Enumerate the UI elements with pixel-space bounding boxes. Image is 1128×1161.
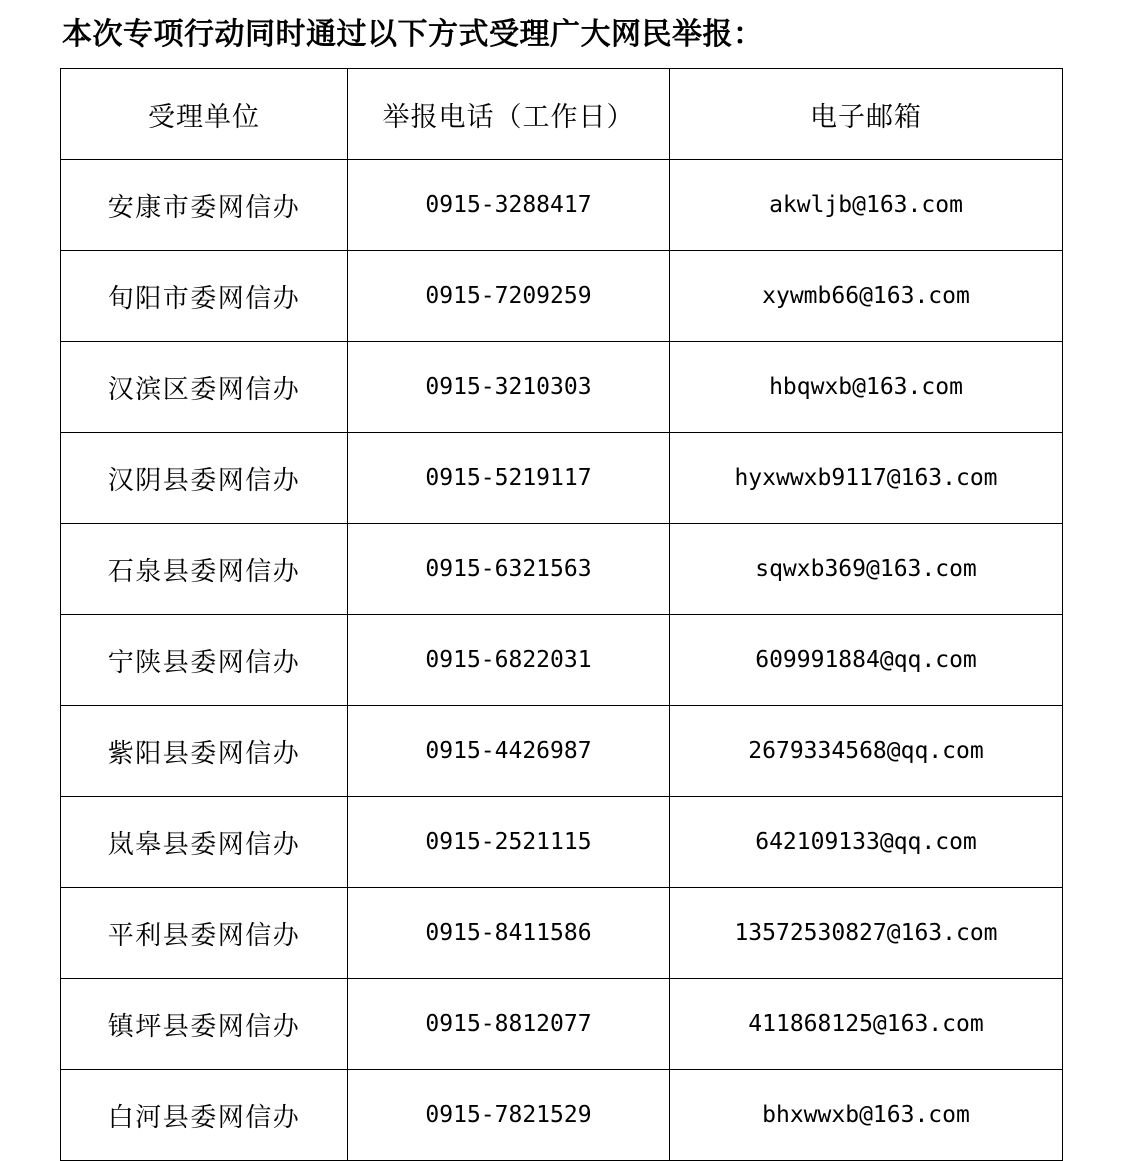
cell-email: 2679334568@qq.com bbox=[670, 706, 1063, 797]
cell-email: sqwxb369@163.com bbox=[670, 524, 1063, 615]
cell-email: hbqwxb@163.com bbox=[670, 342, 1063, 433]
cell-phone: 0915-7821529 bbox=[348, 1070, 670, 1161]
cell-phone: 0915-5219117 bbox=[348, 433, 670, 524]
cell-phone: 0915-3210303 bbox=[348, 342, 670, 433]
page-title: 本次专项行动同时通过以下方式受理广大网民举报： bbox=[62, 17, 764, 52]
cell-email: bhxwwxb@163.com bbox=[670, 1070, 1063, 1161]
cell-unit: 镇坪县委网信办 bbox=[61, 979, 348, 1070]
table-row bbox=[61, 1070, 1063, 1161]
cell-email: xywmb66@163.com bbox=[670, 251, 1063, 342]
cell-unit: 汉滨区委网信办 bbox=[61, 342, 348, 433]
cell-unit: 石泉县委网信办 bbox=[61, 524, 348, 615]
column-header-phone: 举报电话（工作日） bbox=[348, 69, 670, 160]
table-row bbox=[61, 979, 1063, 1070]
table-row bbox=[61, 251, 1063, 342]
table-body bbox=[61, 160, 1063, 1161]
cell-unit: 白河县委网信办 bbox=[61, 1070, 348, 1161]
cell-phone: 0915-6822031 bbox=[348, 615, 670, 706]
cell-phone: 0915-2521115 bbox=[348, 797, 670, 888]
table-header bbox=[61, 69, 1063, 160]
cell-unit: 平利县委网信办 bbox=[61, 888, 348, 979]
table-row bbox=[61, 706, 1063, 797]
cell-email: 609991884@qq.com bbox=[670, 615, 1063, 706]
column-header-email: 电子邮箱 bbox=[670, 69, 1063, 160]
cell-unit: 紫阳县委网信办 bbox=[61, 706, 348, 797]
cell-unit: 宁陕县委网信办 bbox=[61, 615, 348, 706]
table-row bbox=[61, 888, 1063, 979]
cell-email: 13572530827@163.com bbox=[670, 888, 1063, 979]
table-row bbox=[61, 433, 1063, 524]
table-row bbox=[61, 160, 1063, 251]
cell-email: hyxwwxb9117@163.com bbox=[670, 433, 1063, 524]
table-header-row bbox=[61, 69, 1063, 160]
table-row bbox=[61, 615, 1063, 706]
cell-phone: 0915-7209259 bbox=[348, 251, 670, 342]
cell-phone: 0915-8411586 bbox=[348, 888, 670, 979]
table-row bbox=[61, 797, 1063, 888]
cell-unit: 岚皋县委网信办 bbox=[61, 797, 348, 888]
column-header-unit: 受理单位 bbox=[61, 69, 348, 160]
cell-email: akwljb@163.com bbox=[670, 160, 1063, 251]
cell-email: 642109133@qq.com bbox=[670, 797, 1063, 888]
cell-phone: 0915-3288417 bbox=[348, 160, 670, 251]
cell-phone: 0915-6321563 bbox=[348, 524, 670, 615]
cell-unit: 旬阳市委网信办 bbox=[61, 251, 348, 342]
cell-phone: 0915-8812077 bbox=[348, 979, 670, 1070]
cell-unit: 汉阴县委网信办 bbox=[61, 433, 348, 524]
cell-phone: 0915-4426987 bbox=[348, 706, 670, 797]
table-row bbox=[61, 342, 1063, 433]
cell-email: 411868125@163.com bbox=[670, 979, 1063, 1070]
report-contacts-table bbox=[60, 68, 1063, 1161]
cell-unit: 安康市委网信办 bbox=[61, 160, 348, 251]
table-row bbox=[61, 524, 1063, 615]
